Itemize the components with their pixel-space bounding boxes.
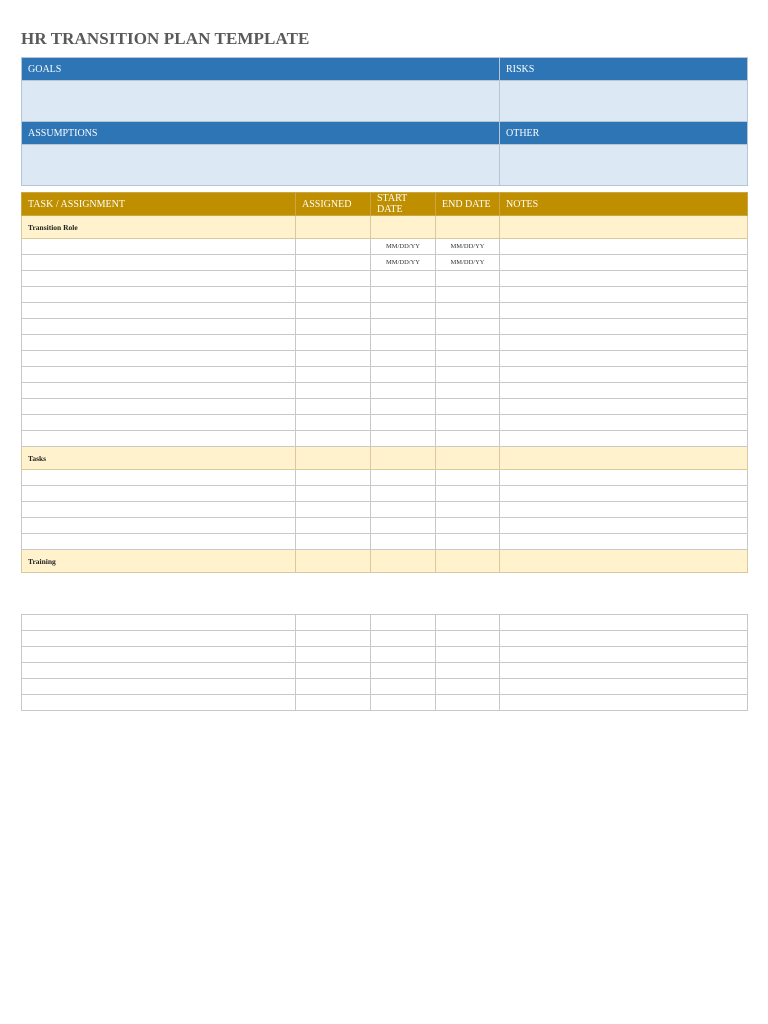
table-row xyxy=(22,502,748,518)
table-cell[interactable] xyxy=(500,399,748,415)
assumptions-field[interactable] xyxy=(22,145,500,186)
table-cell[interactable] xyxy=(296,367,371,383)
table-cell[interactable] xyxy=(22,255,296,271)
table-cell[interactable] xyxy=(500,239,748,255)
table-cell[interactable] xyxy=(500,663,748,679)
table-row xyxy=(22,431,748,447)
start-date-cell[interactable]: MM/DD/YY xyxy=(371,239,436,255)
table-cell[interactable] xyxy=(500,631,748,647)
table-cell[interactable] xyxy=(296,502,371,518)
table-cell[interactable] xyxy=(22,335,296,351)
table-cell[interactable] xyxy=(22,486,296,502)
table-cell[interactable] xyxy=(296,663,371,679)
table-row xyxy=(22,663,748,679)
table-cell[interactable] xyxy=(296,303,371,319)
table-row xyxy=(22,303,748,319)
table-cell[interactable] xyxy=(436,287,500,303)
table-cell[interactable] xyxy=(436,319,500,335)
table-cell[interactable] xyxy=(22,647,296,663)
table-row xyxy=(22,367,748,383)
table-cell[interactable] xyxy=(296,534,371,550)
table-cell[interactable] xyxy=(371,383,436,399)
table-row xyxy=(22,239,748,255)
table-cell[interactable] xyxy=(371,351,436,367)
table-cell[interactable] xyxy=(22,287,296,303)
table-cell[interactable] xyxy=(436,695,500,711)
table-cell[interactable] xyxy=(296,486,371,502)
table-cell[interactable] xyxy=(371,695,436,711)
column-header-notes: NOTES xyxy=(500,193,748,216)
table-cell[interactable] xyxy=(296,447,371,470)
table-cell[interactable] xyxy=(371,415,436,431)
section-label: Training xyxy=(22,550,296,573)
table-cell[interactable] xyxy=(371,615,436,631)
table-cell[interactable] xyxy=(296,470,371,486)
table-cell[interactable] xyxy=(436,271,500,287)
table-row xyxy=(22,534,748,550)
table-cell[interactable] xyxy=(296,287,371,303)
table-cell[interactable] xyxy=(296,271,371,287)
table-row xyxy=(22,631,748,647)
table-cell[interactable] xyxy=(436,470,500,486)
table-row xyxy=(22,351,748,367)
column-header-assigned: ASSIGNED xyxy=(296,193,371,216)
table-cell[interactable] xyxy=(436,486,500,502)
column-header-task: TASK / ASSIGNMENT xyxy=(22,193,296,216)
plan-info-table xyxy=(21,57,748,186)
table-row xyxy=(22,518,748,534)
table-cell[interactable] xyxy=(371,631,436,647)
table-cell[interactable] xyxy=(371,287,436,303)
table-cell[interactable] xyxy=(296,255,371,271)
table-cell[interactable] xyxy=(371,550,436,573)
table-cell[interactable] xyxy=(296,695,371,711)
table-cell[interactable] xyxy=(22,271,296,287)
table-row xyxy=(22,271,748,287)
table-cell[interactable] xyxy=(500,679,748,695)
table-cell[interactable] xyxy=(22,470,296,486)
table-cell[interactable] xyxy=(371,447,436,470)
table-cell[interactable] xyxy=(500,335,748,351)
table-cell[interactable] xyxy=(436,534,500,550)
table-cell[interactable] xyxy=(371,431,436,447)
table-cell[interactable] xyxy=(436,399,500,415)
table-cell[interactable] xyxy=(22,351,296,367)
table-row xyxy=(22,335,748,351)
risks-field[interactable] xyxy=(500,81,748,122)
table-row xyxy=(22,486,748,502)
table-cell[interactable] xyxy=(371,303,436,319)
table-cell[interactable] xyxy=(500,287,748,303)
table-cell[interactable] xyxy=(500,695,748,711)
section-label: Tasks xyxy=(22,447,296,470)
table-cell[interactable] xyxy=(296,239,371,255)
assumptions-header: ASSUMPTIONS xyxy=(22,122,500,145)
table-cell[interactable] xyxy=(500,447,748,470)
end-date-cell[interactable]: MM/DD/YY xyxy=(436,239,500,255)
other-header: OTHER xyxy=(500,122,748,145)
table-cell[interactable] xyxy=(296,647,371,663)
table-cell[interactable] xyxy=(371,367,436,383)
table-cell[interactable] xyxy=(296,351,371,367)
table-cell[interactable] xyxy=(371,399,436,415)
task-table xyxy=(21,192,748,573)
table-cell[interactable] xyxy=(436,631,500,647)
table-cell[interactable] xyxy=(22,383,296,399)
table-row xyxy=(22,399,748,415)
table-cell[interactable] xyxy=(500,271,748,287)
column-header-start-date: START DATE xyxy=(371,193,436,216)
table-row xyxy=(22,470,748,486)
table-cell[interactable] xyxy=(296,615,371,631)
table-cell[interactable] xyxy=(500,319,748,335)
table-cell[interactable] xyxy=(22,431,296,447)
table-cell[interactable] xyxy=(500,615,748,631)
table-cell[interactable] xyxy=(371,486,436,502)
table-cell[interactable] xyxy=(436,303,500,319)
table-cell[interactable] xyxy=(436,615,500,631)
table-row xyxy=(22,647,748,663)
table-row xyxy=(22,255,748,271)
table-cell[interactable] xyxy=(22,679,296,695)
table-cell[interactable] xyxy=(371,319,436,335)
table-cell[interactable] xyxy=(296,335,371,351)
table-cell[interactable] xyxy=(22,303,296,319)
table-cell[interactable] xyxy=(22,399,296,415)
table-cell[interactable] xyxy=(371,216,436,239)
table-cell[interactable] xyxy=(371,518,436,534)
table-cell[interactable] xyxy=(436,518,500,534)
table-row xyxy=(22,615,748,631)
table-cell[interactable] xyxy=(436,550,500,573)
table-cell[interactable] xyxy=(436,216,500,239)
section-row-transition-role xyxy=(22,216,748,239)
table-row xyxy=(22,679,748,695)
risks-header: RISKS xyxy=(500,58,748,81)
table-cell[interactable] xyxy=(371,271,436,287)
table-cell[interactable] xyxy=(371,534,436,550)
table-cell[interactable] xyxy=(436,367,500,383)
table-cell[interactable] xyxy=(296,319,371,335)
table-cell[interactable] xyxy=(500,255,748,271)
table-cell[interactable] xyxy=(22,695,296,711)
table-cell[interactable] xyxy=(22,615,296,631)
table-cell[interactable] xyxy=(436,663,500,679)
table-cell[interactable] xyxy=(296,518,371,534)
section-label: Transition Role xyxy=(22,216,296,239)
table-cell[interactable] xyxy=(436,431,500,447)
table-cell[interactable] xyxy=(500,351,748,367)
table-cell[interactable] xyxy=(296,679,371,695)
other-field[interactable] xyxy=(500,145,748,186)
table-cell[interactable] xyxy=(436,383,500,399)
table-cell[interactable] xyxy=(500,431,748,447)
table-row xyxy=(22,287,748,303)
table-cell[interactable] xyxy=(22,367,296,383)
table-cell[interactable] xyxy=(436,415,500,431)
end-date-cell[interactable]: MM/DD/YY xyxy=(436,255,500,271)
table-cell[interactable] xyxy=(500,367,748,383)
table-cell[interactable] xyxy=(436,351,500,367)
table-cell[interactable] xyxy=(296,431,371,447)
table-cell[interactable] xyxy=(296,216,371,239)
table-cell[interactable] xyxy=(500,470,748,486)
table-cell[interactable] xyxy=(296,383,371,399)
table-cell[interactable] xyxy=(22,502,296,518)
table-cell[interactable] xyxy=(371,679,436,695)
table-cell[interactable] xyxy=(371,647,436,663)
start-date-cell[interactable]: MM/DD/YY xyxy=(371,255,436,271)
table-cell[interactable] xyxy=(22,319,296,335)
table-cell[interactable] xyxy=(436,679,500,695)
table-cell[interactable] xyxy=(436,447,500,470)
table-cell[interactable] xyxy=(500,486,748,502)
table-cell[interactable] xyxy=(296,399,371,415)
table-cell[interactable] xyxy=(436,647,500,663)
table-cell[interactable] xyxy=(22,663,296,679)
table-cell[interactable] xyxy=(371,335,436,351)
table-row xyxy=(22,415,748,431)
table-cell[interactable] xyxy=(22,415,296,431)
section-row-tasks xyxy=(22,447,748,470)
continuation-table xyxy=(21,614,748,711)
table-cell[interactable] xyxy=(500,502,748,518)
table-cell[interactable] xyxy=(371,470,436,486)
table-cell[interactable] xyxy=(500,415,748,431)
table-cell[interactable] xyxy=(296,631,371,647)
table-cell[interactable] xyxy=(436,502,500,518)
table-cell[interactable] xyxy=(436,335,500,351)
page-title: HR TRANSITION PLAN TEMPLATE xyxy=(21,29,310,48)
table-cell[interactable] xyxy=(22,534,296,550)
table-cell[interactable] xyxy=(22,239,296,255)
table-cell[interactable] xyxy=(500,518,748,534)
table-cell[interactable] xyxy=(500,216,748,239)
table-row xyxy=(22,383,748,399)
table-cell[interactable] xyxy=(500,383,748,399)
table-cell[interactable] xyxy=(371,502,436,518)
table-cell[interactable] xyxy=(500,303,748,319)
table-cell[interactable] xyxy=(500,647,748,663)
section-row-training xyxy=(22,550,748,573)
column-header-end-date: END DATE xyxy=(436,193,500,216)
goals-field[interactable] xyxy=(22,81,500,122)
table-cell[interactable] xyxy=(296,550,371,573)
table-cell[interactable] xyxy=(500,534,748,550)
table-row xyxy=(22,695,748,711)
table-cell[interactable] xyxy=(500,550,748,573)
table-cell[interactable] xyxy=(22,631,296,647)
table-cell[interactable] xyxy=(296,415,371,431)
goals-header: GOALS xyxy=(22,58,500,81)
table-row xyxy=(22,319,748,335)
table-cell[interactable] xyxy=(371,663,436,679)
table-cell[interactable] xyxy=(22,518,296,534)
